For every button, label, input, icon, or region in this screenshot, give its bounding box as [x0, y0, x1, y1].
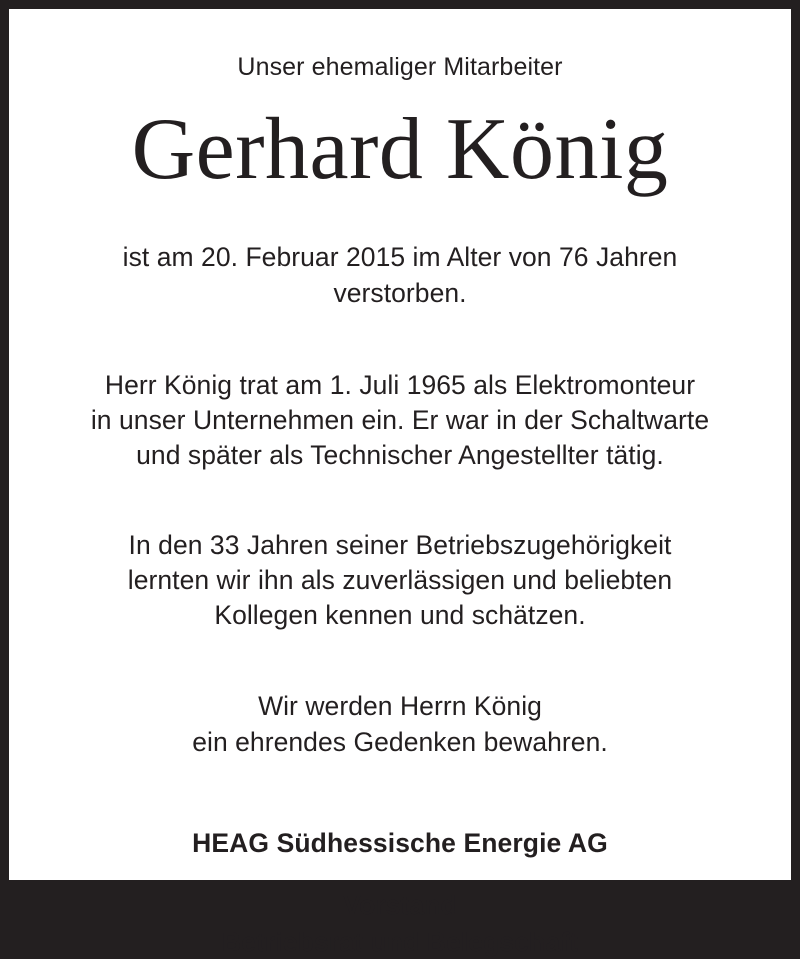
signature-works-council: Betriebsrat und Belegschaft: [221, 926, 579, 957]
notice-content: [9, 9, 791, 957]
tribute-paragraph: [37, 474, 763, 634]
death-paragraph-line-1: ist am 20. Februar 2015 im Alter von 76 Jahren: [122, 242, 678, 273]
signature-board: Vorstand: [343, 890, 457, 921]
death-paragraph-line-2: verstorben.: [333, 277, 467, 308]
tribute-paragraph-line-2: lernten wir ihn als zuverlässigen und beliebten: [127, 564, 673, 595]
career-paragraph-line-1: Herr König trat am 1. Juli 1965 als Elektromonteur: [104, 369, 696, 400]
career-paragraph-line-2: in unser Unternehmen ein. Er war in der Schaltwarte: [90, 405, 710, 436]
signature-block: [37, 760, 763, 959]
memory-paragraph-line-2: ein ehrendes Gedenken bewahren.: [192, 726, 608, 757]
career-paragraph-line-3: und später als Technischer Angestellter tätig.: [136, 440, 664, 471]
notice-intro-line: Unser ehemaliger Mitarbeiter: [237, 53, 563, 81]
memory-paragraph-line-1: Wir werden Herrn König: [258, 691, 542, 722]
tribute-paragraph-line-3: Kollegen kennen und schätzen.: [214, 600, 586, 631]
deceased-name: Gerhard König: [131, 101, 669, 198]
career-paragraph: [37, 311, 763, 474]
signature-company-name: HEAG Südhessische Energie AG: [192, 827, 608, 858]
obituary-notice-card: [9, 9, 791, 957]
memory-paragraph: [37, 633, 763, 759]
tribute-paragraph-line-1: In den 33 Jahren seiner Betriebszugehörigkeit: [128, 529, 672, 560]
death-paragraph: [37, 196, 763, 310]
